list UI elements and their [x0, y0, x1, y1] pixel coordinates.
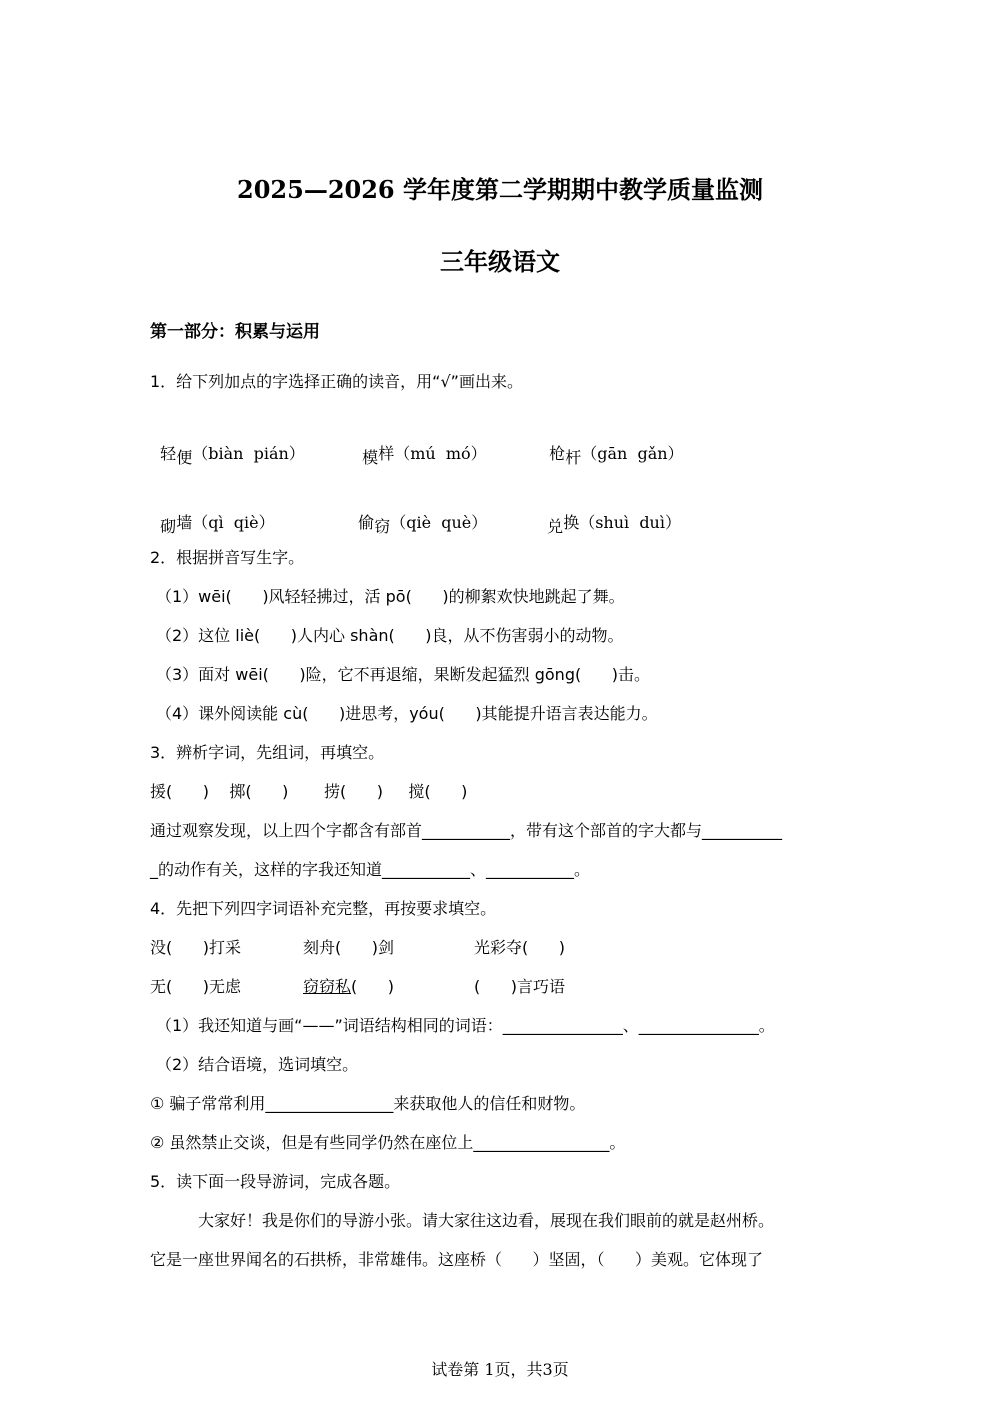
q1-pinyin-options: （biàn pián） [192, 444, 305, 463]
question-3-prompt: 3．辨析字词，先组词，再填空。 [150, 743, 385, 762]
q1-char: 墙 [176, 513, 193, 532]
q1-pinyin-options: （mú mó） [394, 444, 487, 463]
q4-sub-1: （1）我还知道与画“——”词语结构相同的词语：_______________、_______________。 [156, 1016, 775, 1035]
q1-dotted-char: 便 [176, 448, 193, 467]
q1-pinyin-options: （qiè què） [390, 513, 488, 532]
q1-pinyin-options: （qì qiè） [192, 513, 275, 532]
q4-idiom: 刻舟( )剑 [303, 938, 395, 957]
q4-blank: ( ) [351, 977, 395, 996]
q4-idiom: 没( )打采 [150, 938, 242, 957]
exam-subtitle: 三年级语文 [440, 247, 560, 276]
section-heading: 第一部分：积累与运用 [150, 322, 320, 342]
q2-line: （4）课外阅读能 cù( )进思考，yóu( )其能提升语言表达能力。 [156, 704, 658, 723]
q1-item [150, 422, 305, 467]
q1-char: 偷 [358, 513, 375, 532]
q1-item [537, 491, 681, 536]
q1-item [539, 422, 684, 467]
q2-line: （1）wēi( )风轻轻拂过，活 pō( )的柳絮欢快地跳起了舞。 [156, 587, 625, 606]
q4-idiom: ( )言巧语 [474, 977, 566, 996]
exam-title: 2025—2026 学年度第二学期期中教学质量监测 [237, 175, 763, 204]
question-2-prompt: 2．根据拼音写生字。 [150, 548, 305, 567]
q1-item [150, 491, 275, 536]
q4-idiom-underlined [303, 977, 394, 997]
q4-underlined-part: 窃窃私 [303, 977, 352, 996]
q5-passage-line-2: 它是一座世界闻名的石拱桥，非常雄伟。这座桥（ ）坚固，（ ）美观。它体现了 [150, 1250, 764, 1269]
q1-pinyin-options: （gān gǎn） [581, 444, 684, 463]
question-4-prompt: 4．先把下列四字词语补充完整，再按要求填空。 [150, 899, 497, 918]
q1-pinyin-options: （shuì duì） [579, 513, 681, 532]
q1-dotted-char: 杆 [565, 448, 582, 467]
q2-line: （3）面对 wēi( )险，它不再退缩，果断发起猛烈 gōng( )击。 [156, 665, 650, 684]
q1-item [352, 422, 487, 467]
q4-idiom: 无( )无虑 [150, 977, 242, 996]
q1-dotted-char: 窃 [374, 517, 391, 536]
page-footer: 试卷第 1页，共3页 [431, 1360, 569, 1379]
q1-item [348, 491, 488, 536]
question-1-prompt: 1．给下列加点的字选择正确的读音，用“√”画出来。 [150, 372, 523, 391]
q4-sentence-1: ① 骗子常常利用________________来获取他人的信任和财物。 [150, 1094, 586, 1113]
q5-passage-line-1: 大家好！我是你们的导游小张。请大家往这边看，展现在我们眼前的就是赵州桥。 [198, 1211, 775, 1230]
q1-char: 样 [378, 444, 395, 463]
q4-idiom: 光彩夺( ) [474, 938, 566, 957]
q4-sentence-2: ② 虽然禁止交谈，但是有些同学仍然在座位上_________________。 [150, 1133, 626, 1152]
q3-fill-line-2: _的动作有关，这样的字我还知道___________、___________。 [150, 860, 591, 879]
q3-fill-line-1: 通过观察发现，以上四个字都含有部首___________，带有这个部首的字大都与__________ [150, 821, 783, 840]
question-5-prompt: 5．读下面一段导游词，完成各题。 [150, 1172, 401, 1191]
q1-dotted-char: 砌 [160, 517, 177, 536]
q1-char: 轻 [160, 444, 177, 463]
q1-dotted-char: 兑 [547, 517, 564, 536]
q1-dotted-char: 模 [362, 448, 379, 467]
q1-char: 换 [563, 513, 580, 532]
q1-char: 枪 [549, 444, 566, 463]
q2-line: （2）这位 liè( )人内心 shàn( )良，从不伤害弱小的动物。 [156, 626, 624, 645]
q3-characters: 援( ) 掷( ) 捞( ) 搅( ) [150, 782, 468, 801]
q4-sub-2: （2）结合语境，选词填空。 [156, 1055, 359, 1074]
